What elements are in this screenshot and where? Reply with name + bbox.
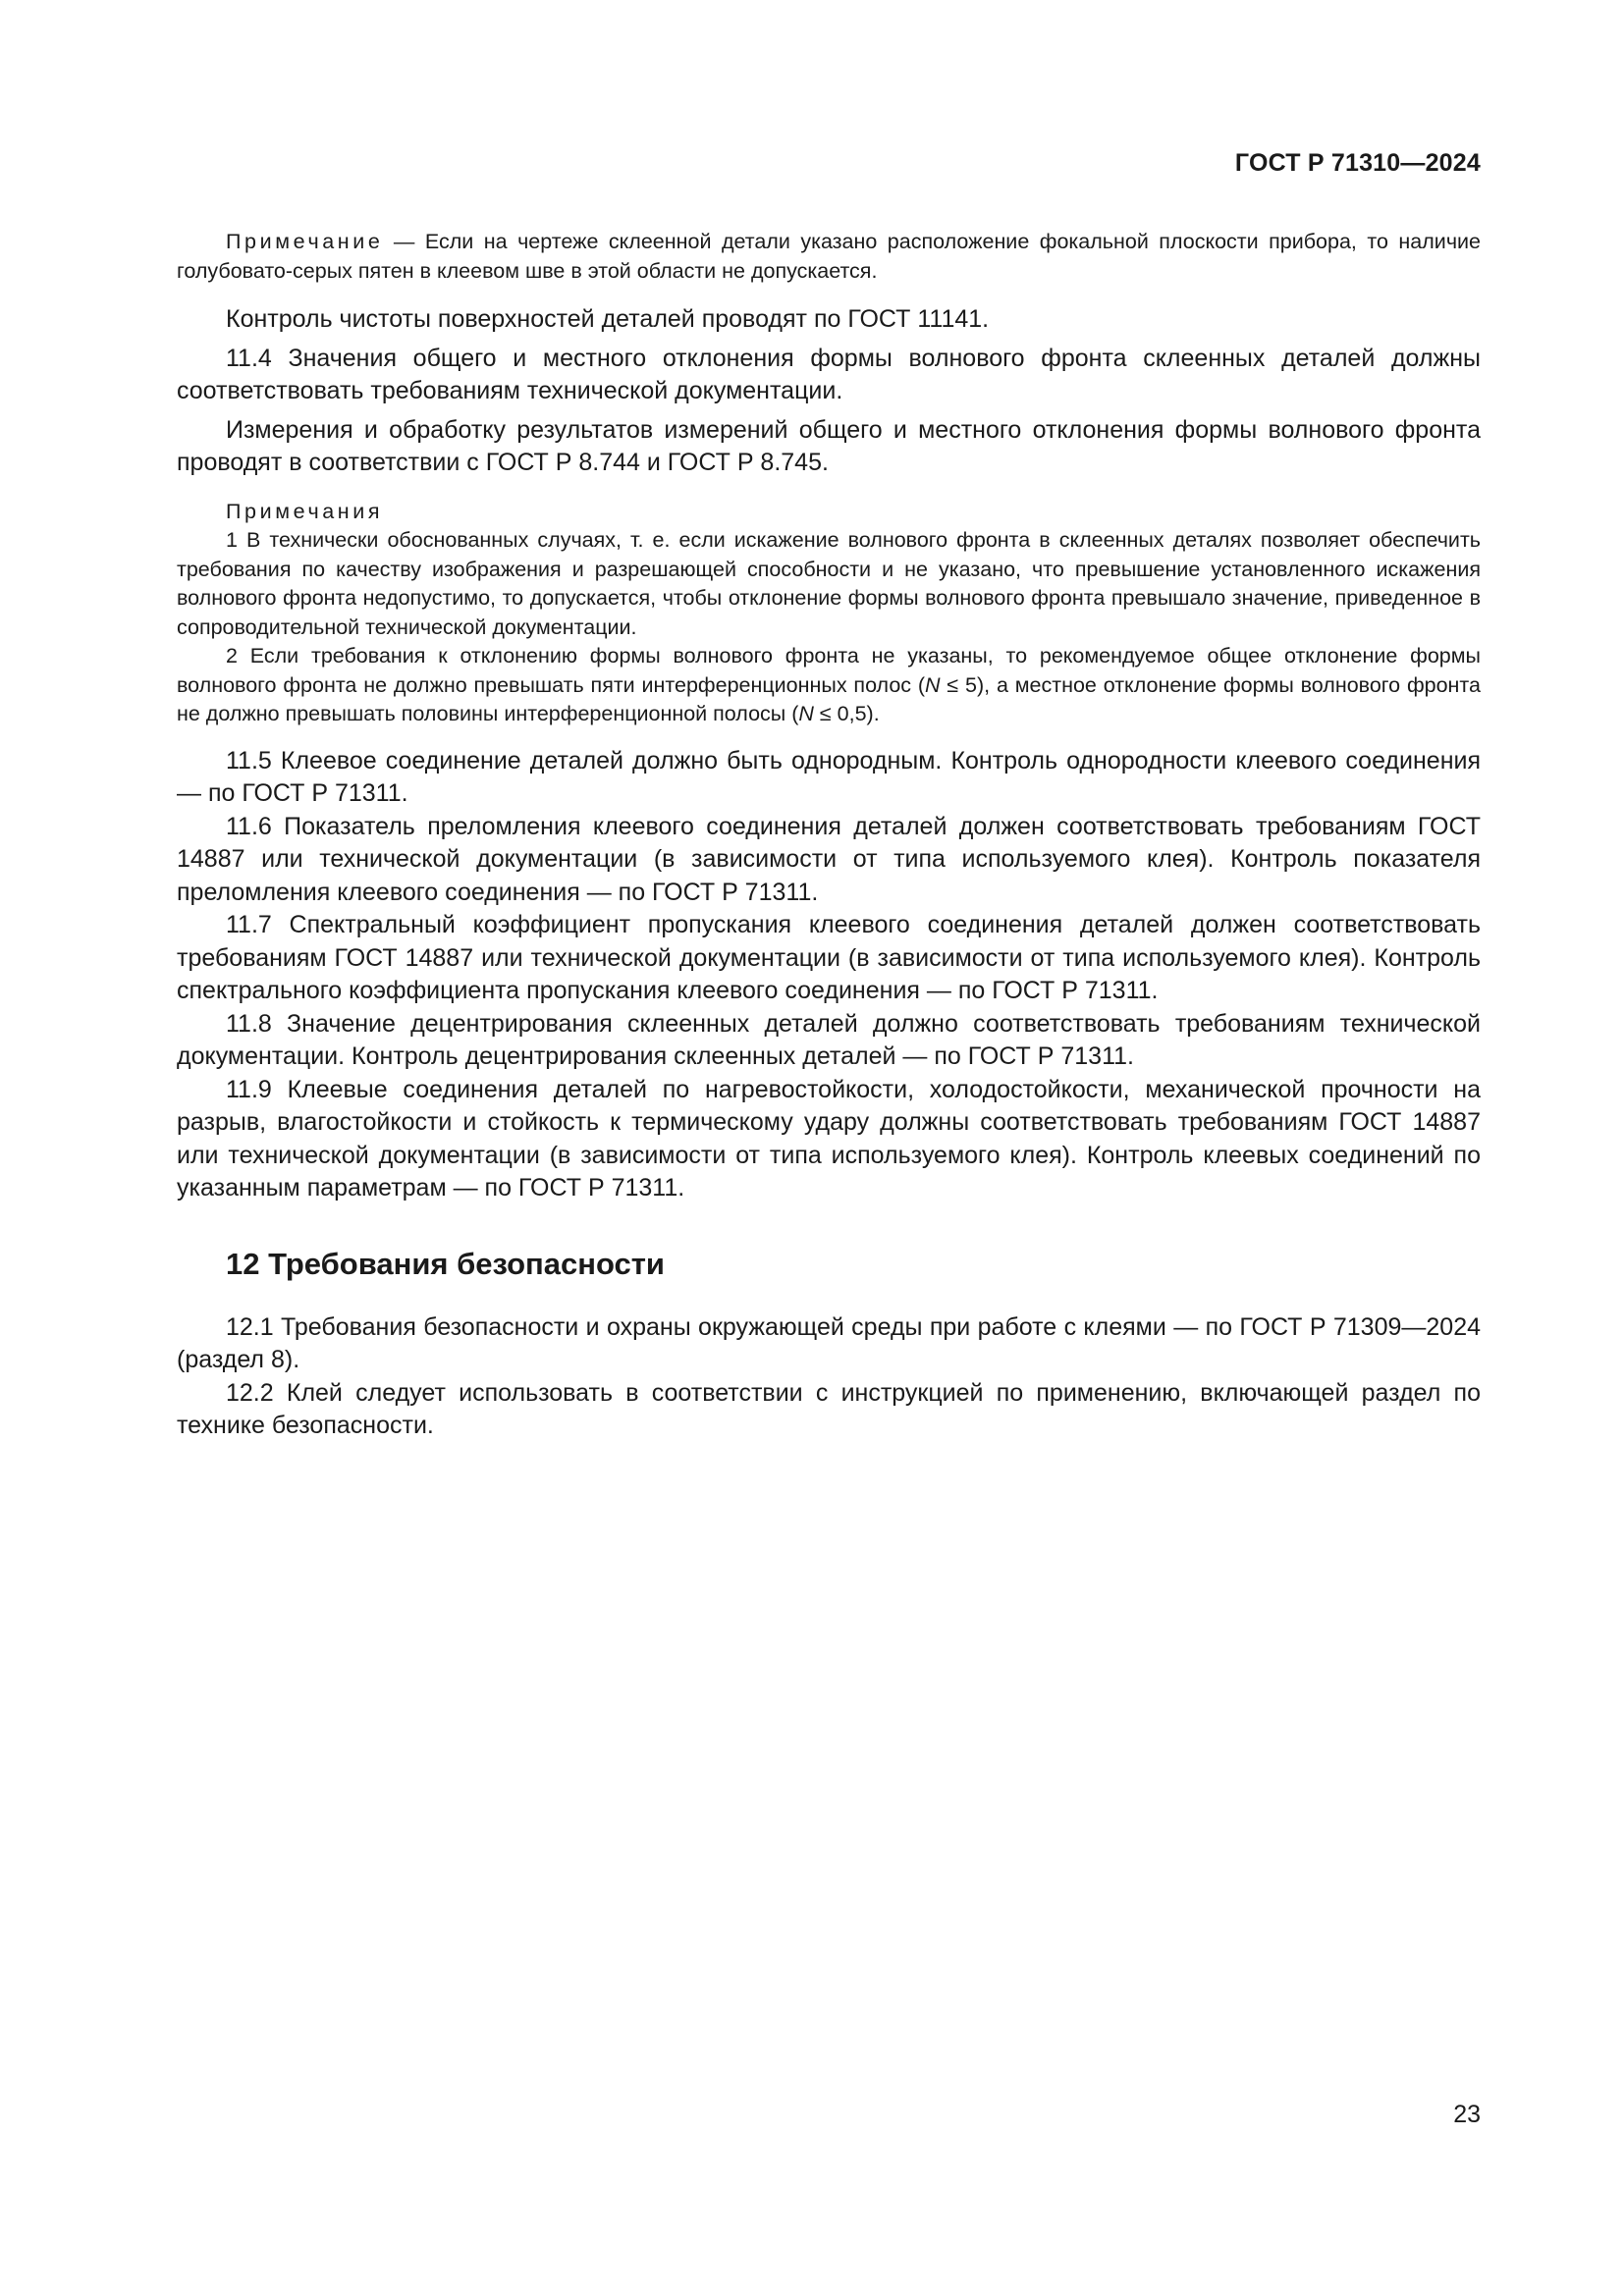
- paragraph-measurements: Измерения и обработку результатов измерений общего и местного отклонения формы волнового фронта проводят в соответствии с ГОСТ Р 8.744 и ГОСТ Р 8.745.: [177, 415, 1481, 476]
- page-content: [177, 228, 1481, 1443]
- note-2-part-b: ≤ 5), а местное отклонение формы волнового фронта не должно превышать половины интерференционной полосы (: [177, 672, 1481, 725]
- notes-label-line: [177, 498, 1481, 527]
- paragraph-11-9: 11.9 Клеевые соединения деталей по нагревостойкости, холодостойкости, механической прочности на разрыв, влагостойкости и стойкость к термическому удару должны соответствовать требованиям ГОСТ 14887 или технической документации (в зависимости от типа используемого клея). Контроль клеевых соединений по указанным параметрам — по ГОСТ Р 71311.: [177, 1075, 1481, 1201]
- notes-label: Примечания: [226, 499, 384, 523]
- page-number: 23: [1453, 2101, 1481, 2128]
- note-2-part-c: ≤ 0,5).: [813, 702, 880, 725]
- paragraph-12-2: 12.2 Клей следует использовать в соответствии с инструкцией по применению, включающей раздел по технике безопасности.: [177, 1378, 1481, 1439]
- paragraph-surface-control: Контроль чистоты поверхностей деталей проводят по ГОСТ 11141.: [226, 305, 990, 333]
- paragraph-11-4: 11.4 Значения общего и местного отклонения формы волнового фронта склеенных деталей должны соответствовать требованиям технической документации.: [177, 344, 1481, 404]
- note-2-var-n1: N: [925, 672, 941, 697]
- section-12-heading: 12 Требования безопасности: [226, 1246, 665, 1281]
- paragraph-11-6: 11.6 Показатель преломления клеевого соединения деталей должен соответствовать требованиям ГОСТ 14887 или технической документации (в зависимости от типа используемого клея). Контроль показателя преломления клеевого соединения — по ГОСТ Р 71311.: [177, 812, 1481, 906]
- note-1: 1 В технически обоснованных случаях, т. е. если искажение волнового фронта в склеенных деталях позволяет обеспечить требования по качеству изображения и разрешающей способности и не указано, что превышение установленного искажения волнового фронта недопустимо, то допускается, чтобы отклонение формы волнового фронта превышало значение, приведенное в сопроводительной технической документации.: [177, 528, 1481, 639]
- note-text: — Если на чертеже склеенной детали указано расположение фокальной плоскости прибора, то наличие голубовато-серых пятен в клеевом шве в этой области не допускается.: [177, 230, 1481, 283]
- note-2-var-n2: N: [798, 702, 814, 725]
- paragraph-11-8: 11.8 Значение децентрирования склеенных деталей должно соответствовать требованиям технической документации. Контроль децентрирования склеенных деталей — по ГОСТ Р 71311.: [177, 1009, 1481, 1070]
- paragraph-12-1: 12.1 Требования безопасности и охраны окружающей среды при работе с клеями — по ГОСТ Р 71309—2024 (раздел 8).: [177, 1312, 1481, 1373]
- note-2-part-a: 2 Если требования к отклонению формы волнового фронта не указаны, то рекомендуемое общее отклонение формы волнового фронта не должно превышать пяти интерференционных полос (: [177, 644, 1481, 697]
- paragraph-11-5: 11.5 Клеевое соединение деталей должно быть однородным. Контроль однородности клеевого соединения — по ГОСТ Р 71311.: [177, 746, 1481, 807]
- document-code-header: ГОСТ Р 71310—2024: [1234, 149, 1481, 177]
- note-top: [177, 228, 1481, 286]
- paragraph-11-7: 11.7 Спектральный коэффициент пропускания клеевого соединения деталей должен соответствовать требованиям ГОСТ 14887 или технической документации (в зависимости от типа используемого клея). Контроль спектрального коэффициента пропускания клеевого соединения — по ГОСТ Р 71311.: [177, 911, 1481, 1004]
- note-label: Примечание: [226, 230, 384, 253]
- note-2: [177, 642, 1481, 729]
